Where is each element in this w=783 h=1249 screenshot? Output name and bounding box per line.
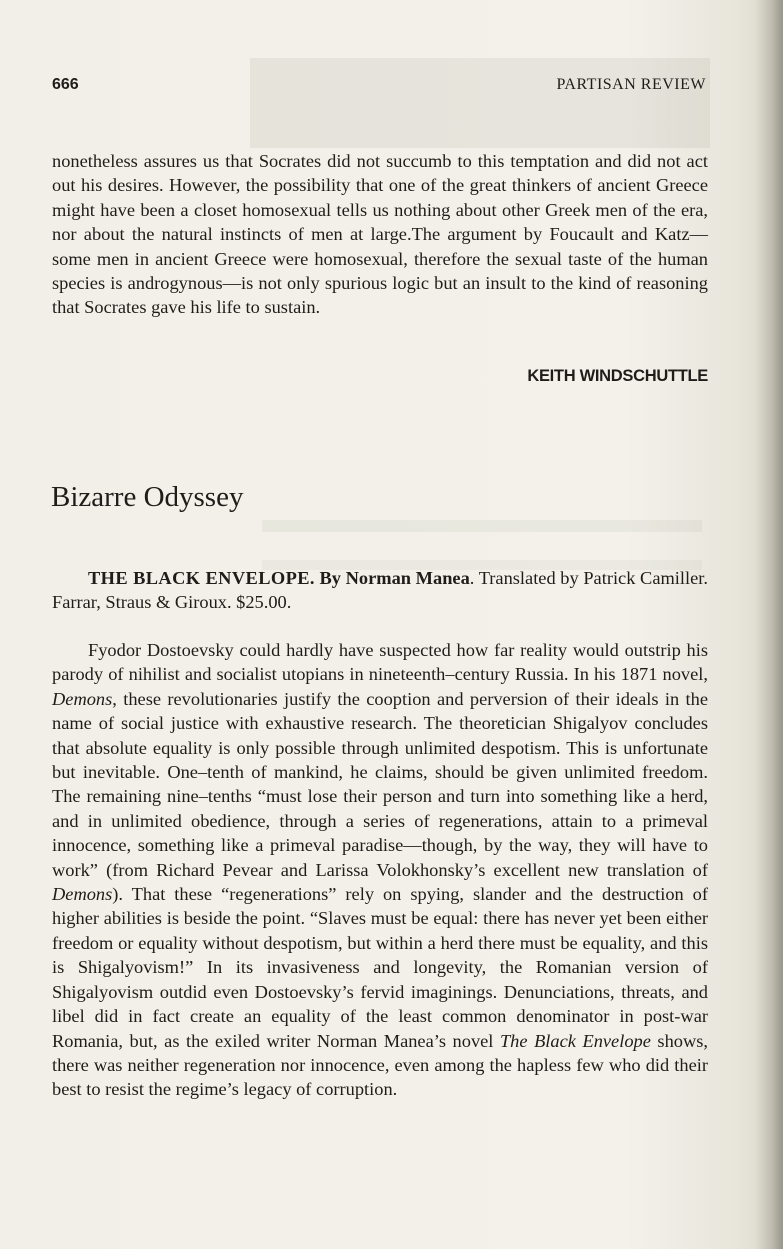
page-number: 666 [52,76,79,93]
review-text-c: ). That these “regenerations” rely on spying, slander and the destruction of higher abilities is beside the point. “Slaves must be equal: there has never yet been either freedom or equality without despotism, but within a herd there must be equality, and this is Shigalyovism!” In its invasiveness and longevity, the Romanian version of Shigalyovism outdid even Dostoevsky’s fervid imaginings. Denunciations, threats, and libel did in fact create an equality of the least common denominator in post-war Romania, but, as the exiled writer Norman Manea’s novel [52,884,708,1051]
reviewer-byline: KEITH WINDSCHUTTLE [527,367,708,385]
review-text-d: shows, there was neither regeneration nor innocence, even among the hapless few who did their best to resist the regime’s legacy of corruption. [52,1030,709,1100]
by-label: By [319,568,341,588]
previous-review-text [52,149,708,320]
review-text-a: Fyodor Dostoevsky could hardly have suspected how far reality would outstrip his parody of nihilist and socialist utopians in nineteenth–century Russia. In his 1871 novel, [52,640,708,685]
review-paragraph [52,638,708,1102]
demons-title-2: Demons [52,884,113,905]
journal-name: PARTISAN REVIEW [556,76,706,93]
book-citation [52,566,708,615]
black-envelope-title: The Black Envelope [499,1030,651,1051]
book-author: Norman Manea [345,568,470,588]
demons-title-1: Demons [52,688,113,709]
review-body [52,638,708,1102]
book-details: . Translated by Patrick Camiller. Farrar, Straus & Giroux. $25.00. [52,568,708,613]
previous-review-paragraph: nonetheless assures us that Socrates did not succumb to this temptation and did not act out his desires. However, the possibility that one of the great thinkers of ancient Greece might have been a closet homosexual tells us nothing about other Greek men of the era, nor about the natural instincts of men at large.The argument by Foucault and Katz—some men in ancient Greece were homosexual, therefore the sexual taste of the human species is androgynous—is not only spurious logic but an insult to the kind of reasoning that Socrates gave his life to sustain. [52,151,708,318]
review-text-b: , these revolutionaries justify the cooption and perversion of their ideals in the name of social justice with exhaustive research. The theoretician Shigalyov concludes that absolute equality is only possible through unlimited despotism. This is unfortunate but inevitable. One–tenth of mankind, he claims, should be given unlimited freedom. The remaining nine–tenths “must lose their person and turn into something like a herd, and in unlimited obedience, through a series of regenerations, attain to a primeval innocence, something like a primeval paradise—though, by the way, they will have to work” (from Richard Pevear and Larissa Volokhonsky’s excellent new translation of [52,688,708,880]
section-title: Bizarre Odyssey [51,481,244,513]
page-spine-shadow [755,0,783,1249]
book-title: THE BLACK ENVELOPE. [88,568,315,588]
running-head [52,76,706,98]
